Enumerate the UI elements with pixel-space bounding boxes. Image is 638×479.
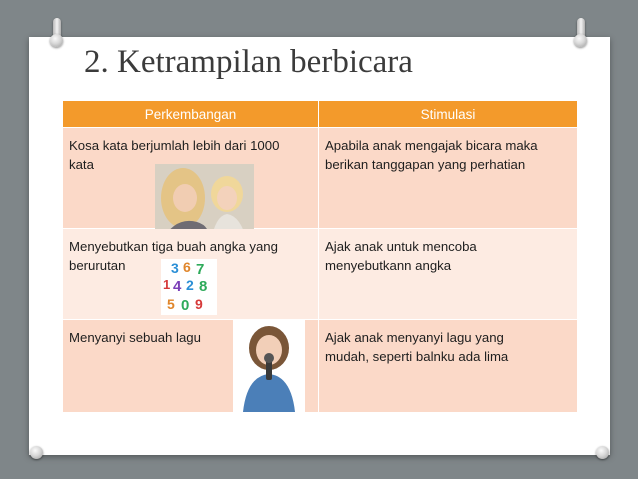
svg-text:4: 4 xyxy=(173,278,182,295)
svg-text:2: 2 xyxy=(186,277,194,293)
cell-text: Menyanyi sebuah lagu xyxy=(69,330,201,345)
table-row xyxy=(63,128,578,229)
header-perkembangan: Perkembangan xyxy=(63,101,319,128)
rivet-bottom-left xyxy=(30,446,43,459)
svg-text:8: 8 xyxy=(199,278,208,295)
table-row xyxy=(63,320,578,413)
rivet-bottom-right xyxy=(596,446,609,459)
cell-text: Apabila anak mengajak bicara maka berikan tanggapan yang perhatian xyxy=(325,138,538,172)
cell-text: Ajak anak untuk mencoba menyebutkann angka xyxy=(325,239,477,273)
slide-title: 2. Ketrampilan berbicara xyxy=(84,44,413,80)
cell-perkembangan xyxy=(63,320,319,413)
rivet-top-right xyxy=(574,34,587,47)
table-row xyxy=(63,229,578,320)
cell-text: Ajak anak menyanyi lagu yang mudah, seperti balnku ada lima xyxy=(325,330,509,364)
svg-text:9: 9 xyxy=(195,296,203,312)
cell-stimulasi xyxy=(319,229,578,320)
singing-girl-photo xyxy=(233,320,305,412)
svg-text:0: 0 xyxy=(181,297,190,314)
svg-text:7: 7 xyxy=(196,261,205,278)
svg-text:3: 3 xyxy=(171,260,179,276)
svg-text:5: 5 xyxy=(167,296,175,312)
header-stimulasi: Stimulasi xyxy=(319,101,578,128)
cell-perkembangan xyxy=(63,128,319,229)
cell-stimulasi xyxy=(319,128,578,229)
cell-stimulasi xyxy=(319,320,578,413)
cell-text: Menyebutkan tiga buah angka yang berurutan xyxy=(69,239,278,273)
rivet-top-left xyxy=(50,34,63,47)
cell-perkembangan xyxy=(63,229,319,320)
table-header-row xyxy=(63,101,578,128)
svg-text:6: 6 xyxy=(183,259,191,275)
development-table xyxy=(62,100,578,413)
svg-text:1: 1 xyxy=(163,277,171,292)
cell-text: Kosa kata berjumlah lebih dari 1000 kata xyxy=(69,138,280,172)
